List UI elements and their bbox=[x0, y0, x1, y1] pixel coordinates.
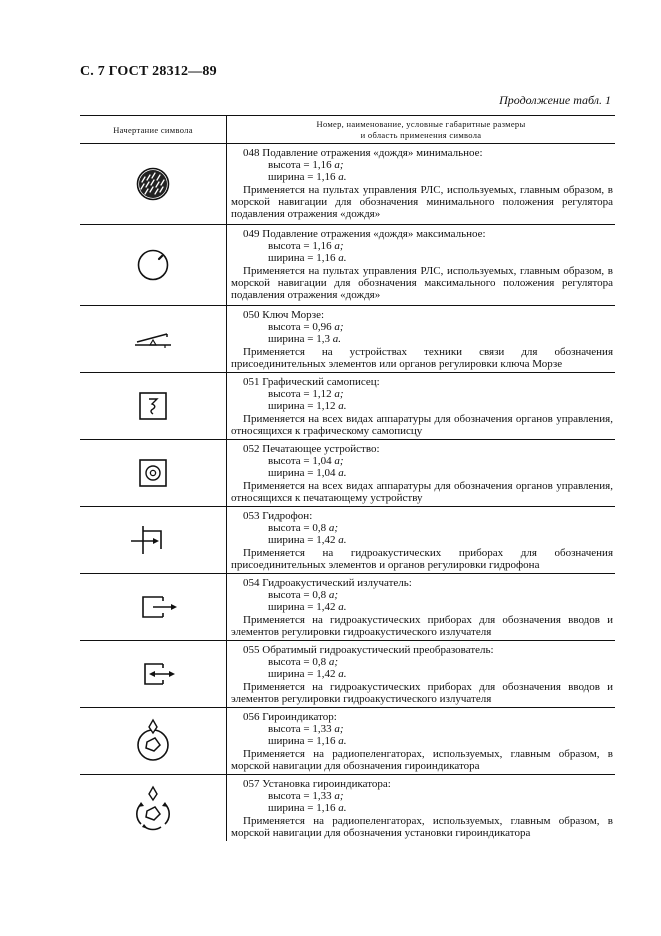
description-cell bbox=[227, 306, 615, 372]
symbol-title: 055 Обратимый гидроакустический преобразователь: bbox=[243, 644, 494, 656]
width-value: ширина = 1,42 bbox=[268, 668, 339, 681]
description-cell bbox=[227, 225, 615, 305]
symbol-dimension-width bbox=[231, 802, 613, 814]
symbol-cell bbox=[80, 574, 227, 640]
symbol-dimension-width bbox=[231, 601, 613, 613]
gyro-indicator-setting-icon bbox=[128, 782, 178, 834]
height-value: высота = 0,8 bbox=[268, 589, 329, 602]
height-unit: а; bbox=[334, 321, 344, 334]
symbol-dimension-height bbox=[231, 321, 613, 333]
height-unit: а; bbox=[334, 723, 344, 736]
width-value: ширина = 1,04 bbox=[268, 467, 339, 480]
height-unit: а; bbox=[328, 589, 339, 602]
width-unit: а. bbox=[338, 534, 347, 547]
description-cell bbox=[227, 373, 615, 439]
symbol-dimension-height bbox=[231, 656, 613, 668]
table-row bbox=[80, 225, 615, 306]
symbol-dimension-width bbox=[231, 735, 613, 747]
symbol-cell bbox=[80, 373, 227, 439]
symbol-dimension-width bbox=[231, 252, 613, 264]
width-value: ширина = 1,16 bbox=[268, 735, 339, 748]
symbol-title: 049 Подавление отражения «дождя» максимальное: bbox=[243, 228, 486, 240]
width-value: ширина = 1,16 bbox=[268, 252, 339, 265]
height-unit: а; bbox=[334, 240, 344, 253]
symbol-dimension-height bbox=[231, 589, 613, 601]
width-unit: а. bbox=[338, 400, 347, 413]
width-unit: а. bbox=[338, 171, 347, 184]
height-value: высота = 1,33 bbox=[268, 723, 335, 736]
symbol-usage: Применяется на гидроакустических приборах для обозначения присоединительных элементов и органов регулировки гидрофона bbox=[231, 546, 613, 571]
width-unit: а. bbox=[332, 333, 341, 346]
width-value: ширина = 1,12 bbox=[268, 400, 339, 413]
table-header bbox=[80, 116, 615, 144]
printer-icon bbox=[136, 456, 170, 490]
symbols-table bbox=[80, 115, 615, 841]
table-row bbox=[80, 775, 615, 841]
description-cell bbox=[227, 708, 615, 774]
symbol-title: 056 Гироиндикатор: bbox=[243, 711, 337, 723]
width-unit: а. bbox=[338, 252, 347, 265]
description-cell bbox=[227, 144, 615, 224]
description-cell bbox=[227, 775, 615, 841]
symbol-title: 052 Печатающее устройство: bbox=[243, 443, 380, 455]
column-header-symbol: Начертание символа bbox=[80, 116, 227, 143]
column-header-description-line2: и область применения символа bbox=[360, 129, 482, 140]
symbol-dimension-width bbox=[231, 467, 613, 479]
symbol-title: 057 Установка гироиндикатора: bbox=[243, 778, 391, 790]
table-continuation-label: Продолжение табл. 1 bbox=[499, 93, 611, 107]
symbol-dimension-height bbox=[231, 240, 613, 252]
symbol-title: 054 Гидроакустический излучатель: bbox=[243, 577, 412, 589]
symbol-cell bbox=[80, 507, 227, 573]
symbol-usage: Применяется на радиопеленгаторах, используемых, главным образом, в морской навигации для обозначения установки гироиндикатора bbox=[231, 814, 613, 839]
symbol-dimension-height bbox=[231, 723, 613, 735]
symbol-usage: Применяется на всех видах аппаратуры для обозначения органов управления, относящихся к печатающему устройству bbox=[231, 479, 613, 504]
symbol-usage: Применяется на пультах управления РЛС, используемых, главным образом, в морской навигации для обозначения минимального положения регулятора подавления отражения «дождя» bbox=[231, 183, 613, 221]
width-unit: а. bbox=[338, 668, 347, 681]
description-cell bbox=[227, 641, 615, 707]
description-cell bbox=[227, 440, 615, 506]
page-header: С. 7 ГОСТ 28312—89 bbox=[80, 64, 217, 79]
symbol-usage: Применяется на радиопеленгаторах, используемых, главным образом, в морской навигации для обозначения гироиндикатора bbox=[231, 747, 613, 772]
symbol-dimension-width bbox=[231, 400, 613, 412]
table-row bbox=[80, 144, 615, 225]
symbol-dimension-width bbox=[231, 534, 613, 546]
height-value: высота = 0,8 bbox=[268, 522, 329, 535]
rain-min-icon bbox=[133, 164, 173, 204]
symbol-usage: Применяется на всех видах аппаратуры для обозначения органов управления, относящихся к графическому самописцу bbox=[231, 412, 613, 437]
width-value: ширина = 1,3 bbox=[268, 333, 333, 346]
symbol-dimension-height bbox=[231, 522, 613, 534]
symbol-dimension-height bbox=[231, 790, 613, 802]
height-unit: а; bbox=[334, 388, 344, 401]
symbol-usage: Применяется на устройствах техники связи для обозначения присоединительных элементов или органов регулировки ключа Морзе bbox=[231, 345, 613, 370]
reversible-transducer-icon bbox=[125, 656, 181, 692]
height-unit: а; bbox=[334, 455, 344, 468]
gyro-indicator-icon bbox=[131, 717, 175, 765]
symbol-cell bbox=[80, 708, 227, 774]
symbol-cell bbox=[80, 144, 227, 224]
symbol-cell bbox=[80, 775, 227, 841]
morse-key-icon bbox=[131, 326, 175, 352]
table-row bbox=[80, 306, 615, 373]
symbol-title: 053 Гидрофон: bbox=[243, 510, 313, 522]
height-value: высота = 1,16 bbox=[268, 240, 335, 253]
symbol-title: 050 Ключ Морзе: bbox=[243, 309, 325, 321]
symbol-dimension-width bbox=[231, 668, 613, 680]
symbol-dimension-width bbox=[231, 171, 613, 183]
height-value: высота = 1,33 bbox=[268, 790, 335, 803]
symbol-title: 051 Графический самописец: bbox=[243, 376, 380, 388]
height-unit: а; bbox=[328, 522, 339, 535]
height-unit: а; bbox=[334, 159, 344, 172]
width-unit: а. bbox=[338, 802, 347, 815]
table-row bbox=[80, 373, 615, 440]
height-unit: а; bbox=[328, 656, 339, 669]
description-cell bbox=[227, 574, 615, 640]
symbol-dimension-height bbox=[231, 159, 613, 171]
width-value: ширина = 1,42 bbox=[268, 534, 339, 547]
symbol-cell bbox=[80, 440, 227, 506]
symbol-usage: Применяется на гидроакустических приборах для обозначения вводов и элементов регулировки гидроакустического излучателя bbox=[231, 613, 613, 638]
height-value: высота = 0,96 bbox=[268, 321, 335, 334]
symbol-dimension-width bbox=[231, 333, 613, 345]
table-row bbox=[80, 574, 615, 641]
column-header-description bbox=[227, 116, 615, 143]
symbol-cell bbox=[80, 225, 227, 305]
symbol-usage: Применяется на пультах управления РЛС, используемых, главным образом, в морской навигации для обозначения максимального положения регулятора подавления отражения «дождя» bbox=[231, 264, 613, 302]
hydrophone-icon bbox=[125, 522, 181, 558]
symbol-usage: Применяется на гидроакустических приборах для обозначения вводов и элементов регулировки гидроакустического излучателя bbox=[231, 680, 613, 705]
height-value: высота = 0,8 bbox=[268, 656, 329, 669]
table-row bbox=[80, 708, 615, 775]
symbol-title: 048 Подавление отражения «дождя» минимальное: bbox=[243, 147, 483, 159]
height-value: высота = 1,04 bbox=[268, 455, 335, 468]
width-unit: а. bbox=[338, 601, 347, 614]
height-value: высота = 1,16 bbox=[268, 159, 335, 172]
table-row bbox=[80, 641, 615, 708]
rain-max-icon bbox=[133, 245, 173, 285]
symbol-dimension-height bbox=[231, 455, 613, 467]
table-row bbox=[80, 507, 615, 574]
graphic-recorder-icon bbox=[136, 389, 170, 423]
symbol-cell bbox=[80, 306, 227, 372]
width-value: ширина = 1,42 bbox=[268, 601, 339, 614]
height-unit: а; bbox=[334, 790, 344, 803]
hydroacoustic-emitter-icon bbox=[125, 589, 181, 625]
symbol-cell bbox=[80, 641, 227, 707]
width-value: ширина = 1,16 bbox=[268, 802, 339, 815]
width-unit: а. bbox=[338, 735, 347, 748]
table-row bbox=[80, 440, 615, 507]
symbol-dimension-height bbox=[231, 388, 613, 400]
width-unit: а. bbox=[338, 467, 347, 480]
column-header-description-line1: Номер, наименование, условные габаритные размеры bbox=[316, 118, 526, 129]
description-cell bbox=[227, 507, 615, 573]
height-value: высота = 1,12 bbox=[268, 388, 335, 401]
width-value: ширина = 1,16 bbox=[268, 171, 339, 184]
